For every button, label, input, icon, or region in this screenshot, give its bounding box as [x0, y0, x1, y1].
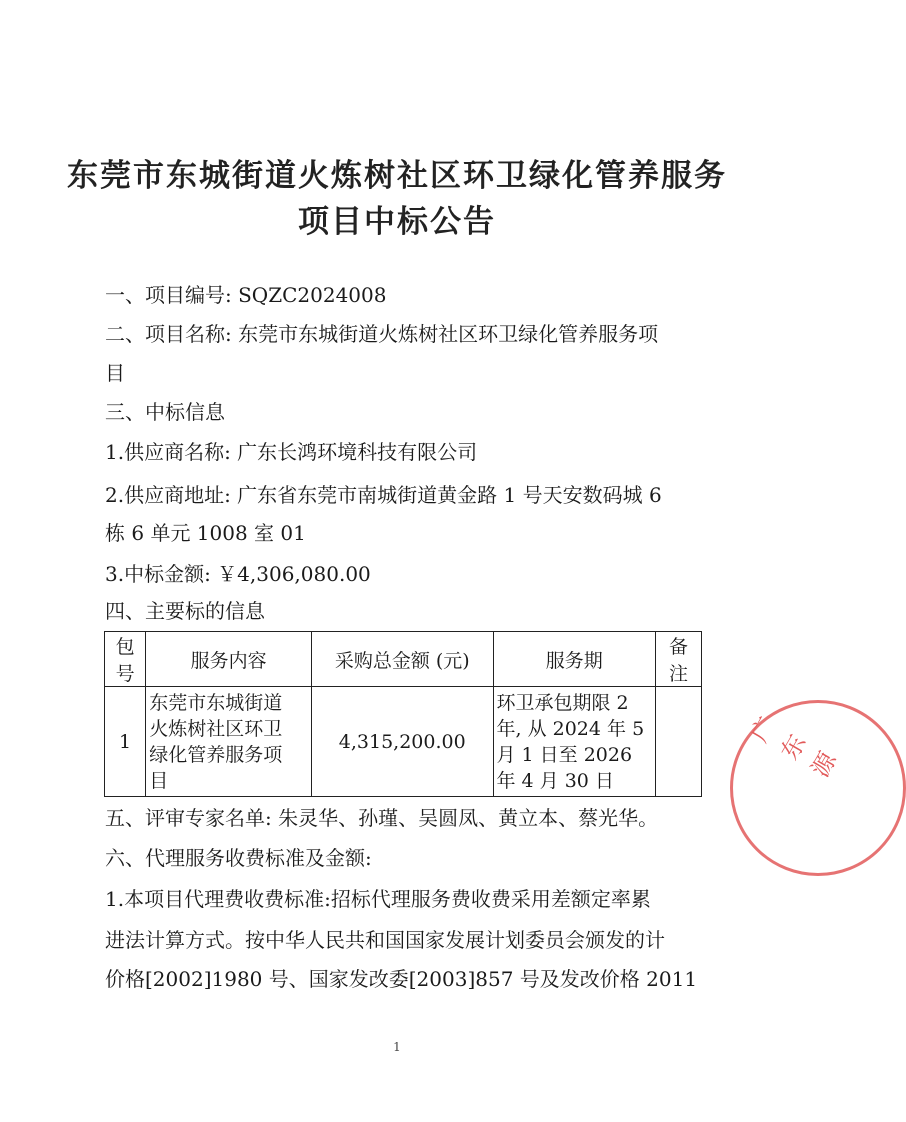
fee-text-line-2: 进法计算方式。按中华人民共和国国家发展计划委员会颁发的计	[105, 928, 665, 952]
header-content: 服务内容	[146, 632, 312, 687]
header-amount: 采购总金额 (元)	[311, 632, 493, 687]
row-content-line-2: 火炼树社区环卫	[149, 717, 283, 740]
document-title-line-1: 东莞市东城街道火炼树社区环卫绿化管养服务	[67, 158, 727, 194]
header-package-text-1: 包	[115, 636, 135, 658]
row-period-line-4: 年 4 月 30 日	[496, 769, 614, 792]
row-remark	[655, 687, 701, 797]
supplier-name: 1.供应商名称: 广东长鸿环境科技有限公司	[105, 440, 478, 464]
header-period: 服务期	[493, 632, 655, 687]
project-name-line-1: 二、项目名称: 东莞市东城街道火炼树社区环卫绿化管养服务项	[105, 322, 659, 346]
row-content-line-1: 东莞市东城街道	[149, 691, 283, 714]
document-title-line-2: 项目中标公告	[298, 204, 496, 240]
row-period	[493, 687, 655, 797]
bid-amount: 3.中标金额: ￥4,306,080.00	[105, 562, 371, 586]
supplier-address-line-2: 栋 6 单元 1008 室 01	[105, 521, 306, 545]
supplier-address-line-1: 2.供应商地址: 广东省东莞市南城街道黄金路 1 号天安数码城 6	[105, 483, 662, 507]
fee-text-line-1: 1.本项目代理费收费标准:招标代理服务费收费采用差额定率累	[105, 887, 651, 911]
row-period-line-3: 月 1 日至 2026	[496, 743, 633, 766]
row-package: 1	[105, 687, 146, 797]
header-package	[105, 632, 146, 687]
header-remark	[655, 632, 701, 687]
row-content-line-3: 绿化管养服务项	[149, 743, 283, 766]
table-header-row	[105, 632, 702, 687]
fee-heading: 六、代理服务收费标准及金额:	[105, 846, 372, 870]
table-row	[105, 687, 702, 797]
header-remark-text-2: 注	[668, 663, 688, 685]
header-package-text-2: 号	[115, 663, 135, 685]
project-name-line-2: 目	[105, 361, 125, 385]
page-number: 1	[393, 1040, 401, 1054]
main-info-heading: 四、主要标的信息	[105, 599, 265, 623]
fee-text-line-3: 价格[2002]1980 号、国家发改委[2003]857 号及发改价格 2011	[105, 967, 698, 991]
project-number: 一、项目编号: SQZC2024008	[105, 283, 387, 307]
header-remark-text-1: 备	[668, 636, 688, 658]
row-amount: 4,315,200.00	[311, 687, 493, 797]
row-period-line-2: 年, 从 2024 年 5	[496, 717, 645, 740]
expert-list: 五、评审专家名单: 朱灵华、孙瑾、吴圆凤、黄立本、蔡光华。	[105, 806, 659, 830]
winning-info-heading: 三、中标信息	[105, 400, 225, 424]
row-content-line-4: 目	[149, 769, 169, 792]
row-period-line-1: 环卫承包期限 2	[496, 691, 629, 714]
row-content	[146, 687, 312, 797]
seal-text: 广东源	[745, 708, 845, 782]
main-info-table	[104, 631, 702, 797]
